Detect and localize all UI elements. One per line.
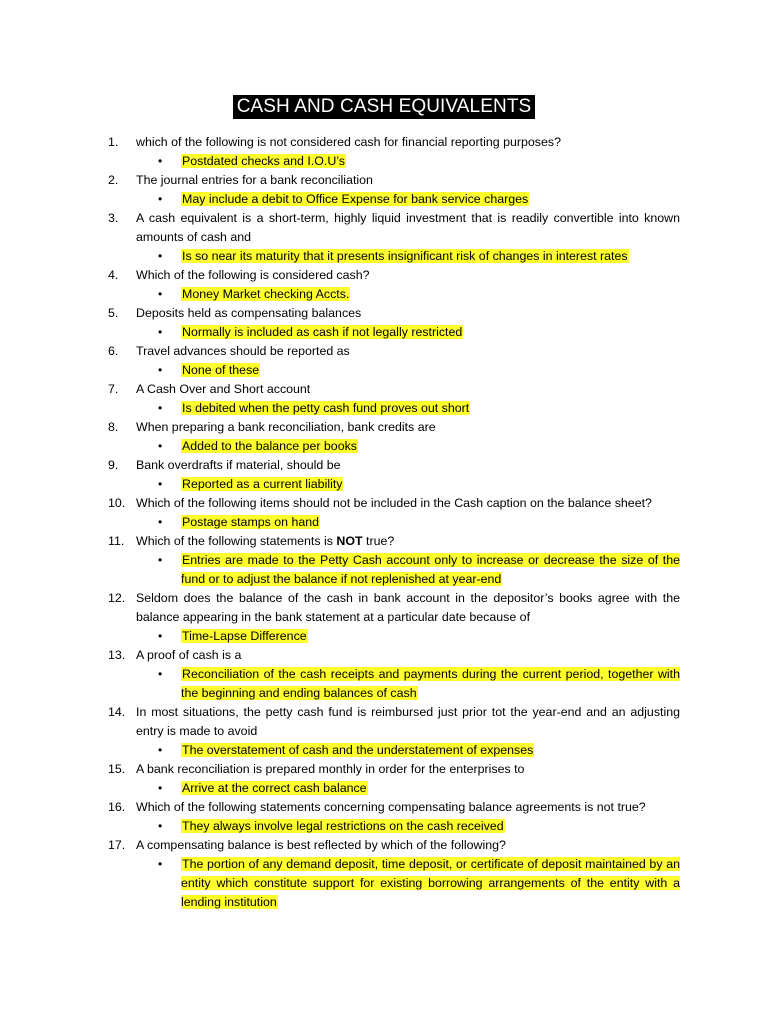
question-emphasis: NOT — [336, 534, 363, 548]
list-item — [108, 342, 680, 380]
question-number: 13. — [108, 648, 126, 662]
question-number: 7. — [108, 382, 119, 396]
bullet-icon: • — [158, 629, 163, 643]
list-item — [108, 760, 680, 798]
question — [108, 133, 680, 152]
answer — [108, 190, 680, 209]
question — [108, 418, 680, 437]
list-item — [108, 532, 680, 589]
bullet-icon: • — [158, 667, 163, 681]
question-text: A cash equivalent is a short-term, highly liquid investment that is readily convertible into known amounts of cash and — [136, 211, 680, 244]
list-item — [108, 304, 680, 342]
question — [108, 646, 680, 665]
bullet-icon: • — [158, 287, 163, 301]
question — [108, 266, 680, 285]
question-number: 5. — [108, 306, 119, 320]
question — [108, 760, 680, 779]
question-text: Seldom does the balance of the cash in bank account in the depositor’s books agree with the balance appearing in the bank statement at a particular date because of — [136, 591, 680, 624]
answer — [108, 665, 680, 703]
list-item — [108, 703, 680, 760]
answer-text: Postdated checks and I.O.U’s — [182, 154, 346, 168]
question-text: Travel advances should be reported as — [136, 344, 350, 358]
question-number: 1. — [108, 135, 119, 149]
answer — [108, 285, 680, 304]
question-number: 16. — [108, 800, 126, 814]
bullet-icon: • — [158, 325, 163, 339]
list-item — [108, 494, 680, 532]
bullet-icon: • — [158, 439, 163, 453]
question — [108, 798, 680, 817]
answer — [108, 152, 680, 171]
question-number: 4. — [108, 268, 119, 282]
title-wrap — [0, 95, 768, 119]
question — [108, 304, 680, 323]
list-item — [108, 589, 680, 646]
bullet-icon: • — [158, 819, 163, 833]
answer — [108, 855, 680, 912]
bullet-icon: • — [158, 857, 163, 871]
question-text: true? — [362, 534, 395, 548]
answer-text: The overstatement of cash and the understatement of expenses — [182, 743, 534, 757]
question-text: A compensating balance is best reflected by which of the following? — [136, 838, 506, 852]
bullet-icon: • — [158, 154, 163, 168]
question — [108, 380, 680, 399]
answer — [108, 779, 680, 798]
question-number: 10. — [108, 496, 126, 510]
question-text: The journal entries for a bank reconciliation — [136, 173, 373, 187]
question-number: 14. — [108, 705, 126, 719]
question — [108, 342, 680, 361]
answer-text: Entries are made to the Petty Cash account only to increase or decrease the size of the fund or to adjust the balance if not replenished at year-end — [181, 553, 680, 586]
list-item — [108, 133, 680, 171]
bullet-icon: • — [158, 553, 163, 567]
question-number: 17. — [108, 838, 126, 852]
answer-text: Reconciliation of the cash receipts and payments during the current period, together with the beginning and ending balances of cash — [181, 667, 680, 700]
list-item — [108, 209, 680, 266]
answer-text: Added to the balance per books — [182, 439, 357, 453]
question-text: Which of the following statements concerning compensating balance agreements is not true? — [136, 800, 646, 814]
question-text: A proof of cash is a — [136, 648, 242, 662]
list-item — [108, 836, 680, 912]
list-item — [108, 456, 680, 494]
list-item — [108, 418, 680, 456]
answer-text: Reported as a current liability — [182, 477, 343, 491]
page-title: CASH AND CASH EQUIVALENTS — [233, 95, 536, 119]
question-text: A bank reconciliation is prepared monthly in order for the enterprises to — [136, 762, 525, 776]
question-number: 12. — [108, 591, 126, 605]
answer — [108, 513, 680, 532]
answer — [108, 323, 680, 342]
answer-text: Is so near its maturity that it presents insignificant risk of changes in interest rates — [182, 249, 628, 263]
answer — [108, 551, 680, 589]
question — [108, 171, 680, 190]
question-number: 2. — [108, 173, 119, 187]
bullet-icon: • — [158, 743, 163, 757]
list-item — [108, 646, 680, 703]
answer-text: None of these — [182, 363, 260, 377]
question-text: Bank overdrafts if material, should be — [136, 458, 341, 472]
bullet-icon: • — [158, 192, 163, 206]
bullet-icon: • — [158, 515, 163, 529]
list-item — [108, 171, 680, 209]
answer — [108, 475, 680, 494]
question — [108, 532, 680, 551]
answer-text: Arrive at the correct cash balance — [182, 781, 367, 795]
bullet-icon: • — [158, 363, 163, 377]
question-text: which of the following is not considered cash for financial reporting purposes? — [136, 135, 561, 149]
list-item — [108, 380, 680, 418]
question-text: Which of the following items should not be included in the Cash caption on the balance sheet? — [136, 496, 652, 510]
answer-text: Time-Lapse Difference — [182, 629, 307, 643]
answer — [108, 437, 680, 456]
question-number: 11. — [108, 534, 125, 548]
question-number: 15. — [108, 762, 126, 776]
question — [108, 589, 680, 627]
bullet-icon: • — [158, 781, 163, 795]
answer — [108, 399, 680, 418]
question-text: When preparing a bank reconciliation, bank credits are — [136, 420, 436, 434]
question — [108, 836, 680, 855]
question — [108, 209, 680, 247]
bullet-icon: • — [158, 249, 163, 263]
question-text: In most situations, the petty cash fund is reimbursed just prior tot the year-end and an adjusting entry is made to avoid — [136, 705, 680, 738]
bullet-icon: • — [158, 401, 163, 415]
answer-text: Money Market checking Accts. — [182, 287, 350, 301]
question — [108, 494, 680, 513]
answer — [108, 627, 680, 646]
answer-text: They always involve legal restrictions on the cash received — [182, 819, 504, 833]
answer — [108, 741, 680, 760]
answer — [108, 361, 680, 380]
answer-text: The portion of any demand deposit, time deposit, or certificate of deposit maintained by an entity which constitute support for existing borrowing arrangements of the entity with a lending institution — [181, 857, 680, 909]
question-number: 9. — [108, 458, 119, 472]
question-number: 6. — [108, 344, 119, 358]
question-number: 8. — [108, 420, 119, 434]
answer-text: Normally is included as cash if not legally restricted — [182, 325, 463, 339]
list-item — [108, 798, 680, 836]
question-text: Which of the following is considered cash? — [136, 268, 370, 282]
question-number: 3. — [108, 211, 119, 225]
question — [108, 703, 680, 741]
answer-text: Postage stamps on hand — [182, 515, 320, 529]
answer-text: May include a debit to Office Expense for bank service charges — [182, 192, 529, 206]
bullet-icon: • — [158, 477, 163, 491]
answer-text: Is debited when the petty cash fund proves out short — [182, 401, 470, 415]
list-item — [108, 266, 680, 304]
question-list — [108, 133, 680, 912]
answer — [108, 247, 680, 266]
answer — [108, 817, 680, 836]
question-text: A Cash Over and Short account — [136, 382, 311, 396]
question-text: Which of the following statements is — [136, 534, 337, 548]
question — [108, 456, 680, 475]
question-text: Deposits held as compensating balances — [136, 306, 362, 320]
